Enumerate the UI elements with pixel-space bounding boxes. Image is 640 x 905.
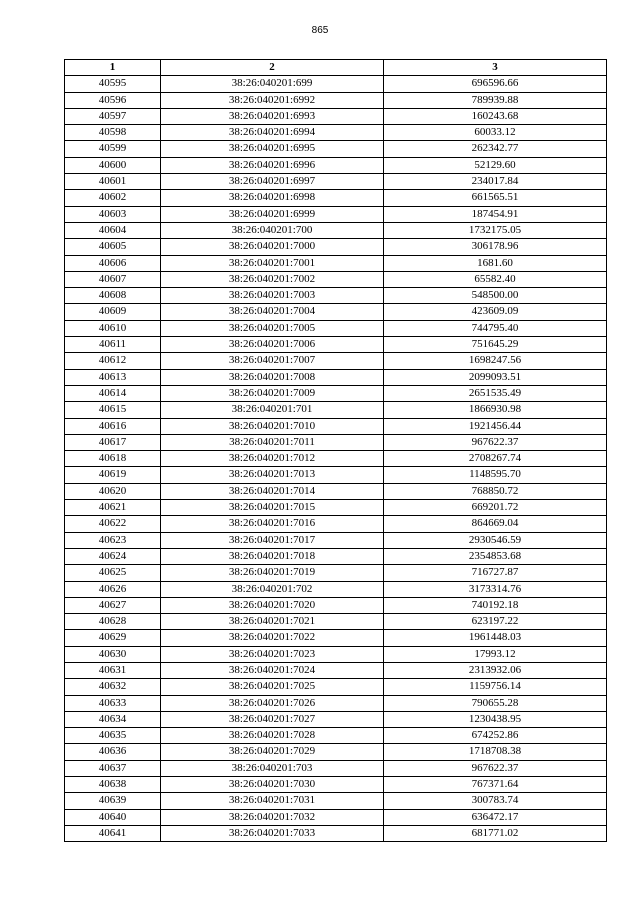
table-row <box>65 581 607 597</box>
table-row <box>65 174 607 190</box>
row-number-cell: 40602 <box>65 190 161 206</box>
row-number-cell: 40603 <box>65 206 161 222</box>
cadastral-value-cell: 160243.68 <box>384 108 607 124</box>
table-row <box>65 402 607 418</box>
cadastral-number-cell: 38:26:040201:7000 <box>161 239 384 255</box>
table-row <box>65 500 607 516</box>
cadastral-number-cell: 38:26:040201:7024 <box>161 662 384 678</box>
row-number-cell: 40620 <box>65 483 161 499</box>
table-row <box>65 108 607 124</box>
row-number-cell: 40624 <box>65 548 161 564</box>
cadastral-value-cell: 1732175.05 <box>384 222 607 238</box>
cadastral-number-cell: 38:26:040201:7033 <box>161 825 384 841</box>
row-number-cell: 40639 <box>65 793 161 809</box>
cadastral-value-cell: 3173314.76 <box>384 581 607 597</box>
cadastral-value-cell: 1698247.56 <box>384 353 607 369</box>
column-header-1: 1 <box>65 60 161 76</box>
cadastral-value-cell: 65582.40 <box>384 271 607 287</box>
table-row <box>65 369 607 385</box>
row-number-cell: 40612 <box>65 353 161 369</box>
row-number-cell: 40599 <box>65 141 161 157</box>
row-number-cell: 40598 <box>65 125 161 141</box>
row-number-cell: 40633 <box>65 695 161 711</box>
table-row <box>65 288 607 304</box>
row-number-cell: 40638 <box>65 777 161 793</box>
cadastral-number-cell: 38:26:040201:703 <box>161 760 384 776</box>
row-number-cell: 40608 <box>65 288 161 304</box>
cadastral-number-cell: 38:26:040201:700 <box>161 222 384 238</box>
header-row <box>65 60 607 76</box>
table-row <box>65 141 607 157</box>
row-number-cell: 40626 <box>65 581 161 597</box>
cadastral-number-cell: 38:26:040201:7008 <box>161 369 384 385</box>
cadastral-value-cell: 548500.00 <box>384 288 607 304</box>
cadastral-value-cell: 2708267.74 <box>384 451 607 467</box>
table-row <box>65 157 607 173</box>
row-number-cell: 40613 <box>65 369 161 385</box>
column-header-3: 3 <box>384 60 607 76</box>
row-number-cell: 40627 <box>65 597 161 613</box>
cadastral-number-cell: 38:26:040201:701 <box>161 402 384 418</box>
cadastral-number-cell: 38:26:040201:702 <box>161 581 384 597</box>
cadastral-number-cell: 38:26:040201:6995 <box>161 141 384 157</box>
cadastral-number-cell: 38:26:040201:7022 <box>161 630 384 646</box>
cadastral-value-cell: 669201.72 <box>384 500 607 516</box>
cadastral-value-cell: 744795.40 <box>384 320 607 336</box>
row-number-cell: 40595 <box>65 76 161 92</box>
cadastral-number-cell: 38:26:040201:7003 <box>161 288 384 304</box>
cadastral-number-cell: 38:26:040201:6998 <box>161 190 384 206</box>
table-row <box>65 777 607 793</box>
cadastral-value-cell: 789939.88 <box>384 92 607 108</box>
cadastral-number-cell: 38:26:040201:7013 <box>161 467 384 483</box>
row-number-cell: 40623 <box>65 532 161 548</box>
cadastral-value-cell: 2313932.06 <box>384 662 607 678</box>
table-row <box>65 353 607 369</box>
cadastral-value-cell: 1866930.98 <box>384 402 607 418</box>
cadastral-value-cell: 2930546.59 <box>384 532 607 548</box>
cadastral-number-cell: 38:26:040201:7004 <box>161 304 384 320</box>
row-number-cell: 40611 <box>65 337 161 353</box>
cadastral-number-cell: 38:26:040201:6994 <box>161 125 384 141</box>
row-number-cell: 40640 <box>65 809 161 825</box>
row-number-cell: 40616 <box>65 418 161 434</box>
table-row <box>65 190 607 206</box>
cadastral-value-cell: 1148595.70 <box>384 467 607 483</box>
cadastral-number-cell: 38:26:040201:7019 <box>161 565 384 581</box>
cadastral-number-cell: 38:26:040201:7027 <box>161 711 384 727</box>
cadastral-value-cell: 636472.17 <box>384 809 607 825</box>
table-row <box>65 662 607 678</box>
table-row <box>65 239 607 255</box>
table-row <box>65 548 607 564</box>
table-row <box>65 516 607 532</box>
cadastral-value-cell: 674252.86 <box>384 728 607 744</box>
cadastral-value-cell: 767371.64 <box>384 777 607 793</box>
table-row <box>65 206 607 222</box>
row-number-cell: 40604 <box>65 222 161 238</box>
cadastral-number-cell: 38:26:040201:7021 <box>161 614 384 630</box>
table-row <box>65 744 607 760</box>
table-row <box>65 809 607 825</box>
cadastral-value-cell: 423609.09 <box>384 304 607 320</box>
row-number-cell: 40600 <box>65 157 161 173</box>
cadastral-value-cell: 661565.51 <box>384 190 607 206</box>
cadastral-number-cell: 38:26:040201:7014 <box>161 483 384 499</box>
cadastral-number-cell: 38:26:040201:7030 <box>161 777 384 793</box>
cadastral-number-cell: 38:26:040201:7001 <box>161 255 384 271</box>
table-row <box>65 614 607 630</box>
row-number-cell: 40606 <box>65 255 161 271</box>
cadastral-value-cell: 740192.18 <box>384 597 607 613</box>
row-number-cell: 40625 <box>65 565 161 581</box>
table-row <box>65 451 607 467</box>
cadastral-number-cell: 38:26:040201:7020 <box>161 597 384 613</box>
cadastral-value-cell: 1159756.14 <box>384 679 607 695</box>
table-row <box>65 532 607 548</box>
cadastral-number-cell: 38:26:040201:6996 <box>161 157 384 173</box>
row-number-cell: 40607 <box>65 271 161 287</box>
row-number-cell: 40610 <box>65 320 161 336</box>
cadastral-number-cell: 38:26:040201:6992 <box>161 92 384 108</box>
cadastral-value-cell: 2354853.68 <box>384 548 607 564</box>
cadastral-value-cell: 306178.96 <box>384 239 607 255</box>
page-number: 865 <box>311 25 329 36</box>
cadastral-number-cell: 38:26:040201:7012 <box>161 451 384 467</box>
cadastral-value-table <box>64 59 607 842</box>
cadastral-value-cell: 2099093.51 <box>384 369 607 385</box>
cadastral-number-cell: 38:26:040201:6999 <box>161 206 384 222</box>
cadastral-number-cell: 38:26:040201:7029 <box>161 744 384 760</box>
table-row <box>65 630 607 646</box>
table-row <box>65 695 607 711</box>
cadastral-value-cell: 1230438.95 <box>384 711 607 727</box>
row-number-cell: 40619 <box>65 467 161 483</box>
cadastral-number-cell: 38:26:040201:7028 <box>161 728 384 744</box>
row-number-cell: 40637 <box>65 760 161 776</box>
cadastral-number-cell: 38:26:040201:7018 <box>161 548 384 564</box>
table-row <box>65 337 607 353</box>
cadastral-value-cell: 751645.29 <box>384 337 607 353</box>
row-number-cell: 40618 <box>65 451 161 467</box>
table-row <box>65 434 607 450</box>
cadastral-number-cell: 38:26:040201:7006 <box>161 337 384 353</box>
cadastral-value-cell: 716727.87 <box>384 565 607 581</box>
cadastral-value-cell: 768850.72 <box>384 483 607 499</box>
row-number-cell: 40629 <box>65 630 161 646</box>
row-number-cell: 40631 <box>65 662 161 678</box>
row-number-cell: 40609 <box>65 304 161 320</box>
table-row <box>65 76 607 92</box>
table-row <box>65 483 607 499</box>
column-header-2: 2 <box>161 60 384 76</box>
cadastral-value-cell: 790655.28 <box>384 695 607 711</box>
cadastral-number-cell: 38:26:040201:7017 <box>161 532 384 548</box>
table-row <box>65 385 607 401</box>
row-number-cell: 40605 <box>65 239 161 255</box>
cadastral-number-cell: 38:26:040201:6993 <box>161 108 384 124</box>
cadastral-value-cell: 623197.22 <box>384 614 607 630</box>
cadastral-value-cell: 967622.37 <box>384 760 607 776</box>
row-number-cell: 40597 <box>65 108 161 124</box>
cadastral-value-cell: 1921456.44 <box>384 418 607 434</box>
table-row <box>65 711 607 727</box>
row-number-cell: 40636 <box>65 744 161 760</box>
row-number-cell: 40601 <box>65 174 161 190</box>
cadastral-number-cell: 38:26:040201:7015 <box>161 500 384 516</box>
cadastral-number-cell: 38:26:040201:7009 <box>161 385 384 401</box>
table-row <box>65 320 607 336</box>
cadastral-number-cell: 38:26:040201:7026 <box>161 695 384 711</box>
row-number-cell: 40622 <box>65 516 161 532</box>
row-number-cell: 40634 <box>65 711 161 727</box>
cadastral-number-cell: 38:26:040201:7025 <box>161 679 384 695</box>
cadastral-number-cell: 38:26:040201:699 <box>161 76 384 92</box>
table-row <box>65 467 607 483</box>
cadastral-value-cell: 2651535.49 <box>384 385 607 401</box>
cadastral-value-cell: 17993.12 <box>384 646 607 662</box>
table-row <box>65 125 607 141</box>
cadastral-number-cell: 38:26:040201:7023 <box>161 646 384 662</box>
table-row <box>65 646 607 662</box>
cadastral-value-cell: 1961448.03 <box>384 630 607 646</box>
cadastral-number-cell: 38:26:040201:7005 <box>161 320 384 336</box>
cadastral-number-cell: 38:26:040201:7032 <box>161 809 384 825</box>
row-number-cell: 40641 <box>65 825 161 841</box>
table-row <box>65 418 607 434</box>
cadastral-number-cell: 38:26:040201:7007 <box>161 353 384 369</box>
table-row <box>65 679 607 695</box>
table-row <box>65 565 607 581</box>
table-row <box>65 255 607 271</box>
table-body <box>65 76 607 842</box>
row-number-cell: 40632 <box>65 679 161 695</box>
cadastral-number-cell: 38:26:040201:7010 <box>161 418 384 434</box>
cadastral-value-cell: 300783.74 <box>384 793 607 809</box>
cadastral-number-cell: 38:26:040201:7002 <box>161 271 384 287</box>
table-row <box>65 304 607 320</box>
table-row <box>65 222 607 238</box>
cadastral-value-cell: 967622.37 <box>384 434 607 450</box>
cadastral-number-cell: 38:26:040201:6997 <box>161 174 384 190</box>
cadastral-value-cell: 681771.02 <box>384 825 607 841</box>
row-number-cell: 40617 <box>65 434 161 450</box>
cadastral-value-cell: 60033.12 <box>384 125 607 141</box>
row-number-cell: 40596 <box>65 92 161 108</box>
cadastral-value-cell: 1718708.38 <box>384 744 607 760</box>
cadastral-value-cell: 864669.04 <box>384 516 607 532</box>
row-number-cell: 40630 <box>65 646 161 662</box>
cadastral-number-cell: 38:26:040201:7016 <box>161 516 384 532</box>
table-row <box>65 597 607 613</box>
row-number-cell: 40635 <box>65 728 161 744</box>
cadastral-number-cell: 38:26:040201:7031 <box>161 793 384 809</box>
cadastral-value-cell: 1681.60 <box>384 255 607 271</box>
table-row <box>65 760 607 776</box>
table-row <box>65 728 607 744</box>
cadastral-value-cell: 52129.60 <box>384 157 607 173</box>
cadastral-value-cell: 234017.84 <box>384 174 607 190</box>
row-number-cell: 40614 <box>65 385 161 401</box>
row-number-cell: 40615 <box>65 402 161 418</box>
table-header <box>65 60 607 76</box>
row-number-cell: 40621 <box>65 500 161 516</box>
cadastral-value-cell: 262342.77 <box>384 141 607 157</box>
cadastral-number-cell: 38:26:040201:7011 <box>161 434 384 450</box>
cadastral-value-cell: 187454.91 <box>384 206 607 222</box>
row-number-cell: 40628 <box>65 614 161 630</box>
table-row <box>65 92 607 108</box>
table-row <box>65 825 607 841</box>
cadastral-value-cell: 696596.66 <box>384 76 607 92</box>
table-row <box>65 271 607 287</box>
table-row <box>65 793 607 809</box>
